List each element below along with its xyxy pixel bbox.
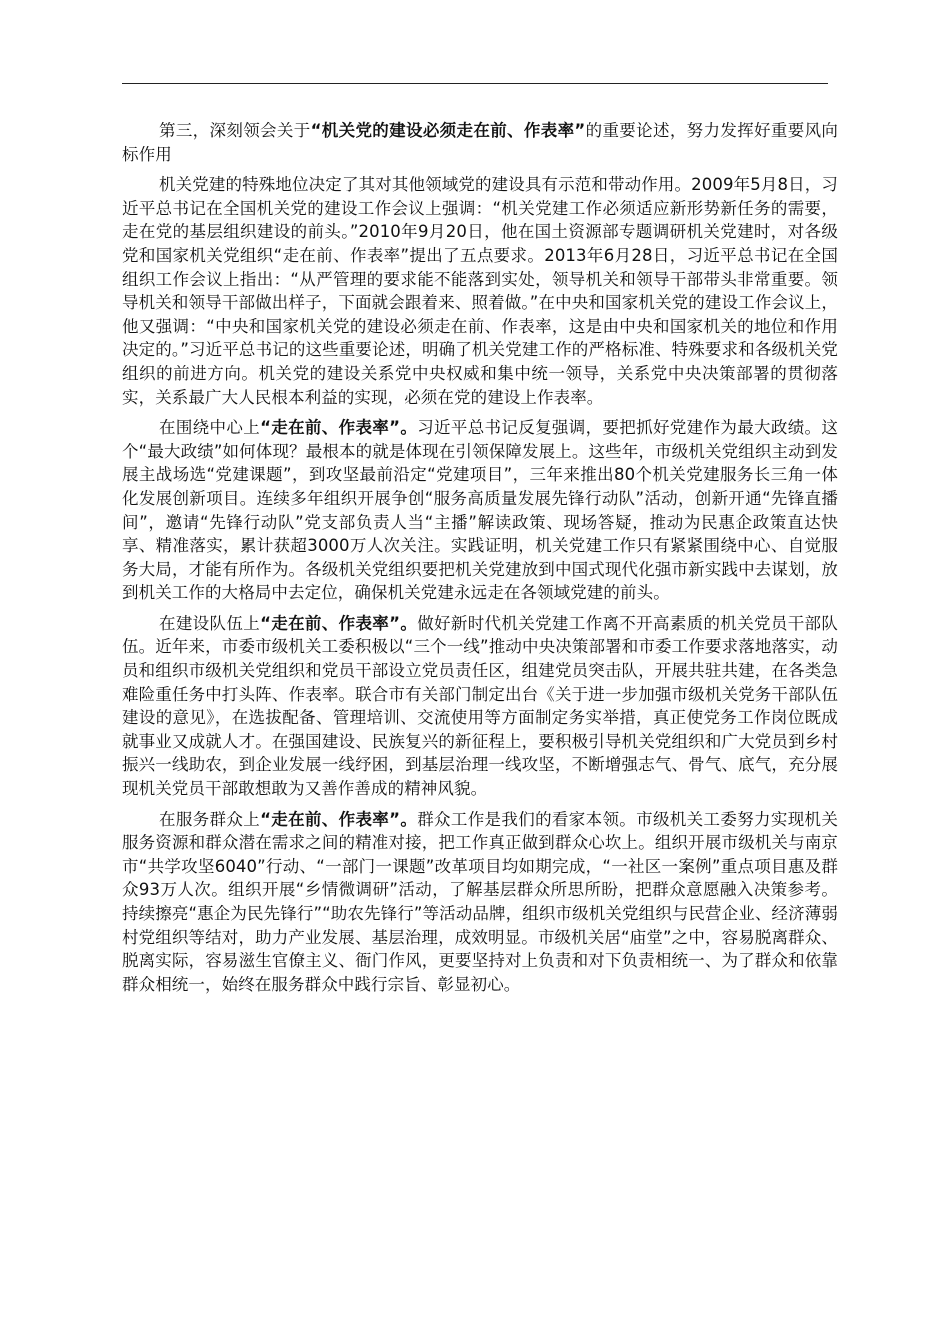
paragraph-3 — [122, 612, 838, 801]
document-body — [122, 119, 838, 996]
paragraph-text: 机关党建的特殊地位决定了其对其他领域党的建设具有示范和带动作用。2009年5月8日，习近平总书记在全国机关党的建设工作会议上强调：“机关党建工作必须适应新形势新任务的需要，走在党的基层组织建设的前头。”2010年9月20日，他在国土资源部专题调研机关党建时，对各级党和国家机关党组织“走在前、作表率”提出了五点要求。2013年6月28日，习近平总书记在全国组织工作会议上指出：“从严管理的要求能不能落到实处，领导机关和领导干部带头非常重要。领导机关和领导干部做出样子，下面就会跟着来、照着做。”在中央和国家机关党的建设工作会议上，他又强调：“中央和国家机关党的建设必须走在前、作表率，这是由中央和国家机关的地位和作用决定的。”习近平总书记的这些重要论述，明确了机关党建工作的严格标准、特殊要求和各级机关党组织的前进方向。机关党的建设关系党中央权威和集中统一领导，关系党中央决策部署的贯彻落实，关系最广大人民根本利益的实现，必须在党的建设上作表率。 — [122, 175, 838, 407]
paragraph-2 — [122, 416, 838, 605]
section-heading — [122, 119, 838, 166]
paragraph-text: 习近平总书记反复强调，要把抓好党建作为最大政绩。这个“最大政绩”如何体现？最根本的就是体现在引领保障发展上。这些年，市级机关党组织主动到发展主战场选“党建课题”，到攻坚最前沿定“党建项目”，三年来推出80个机关党建服务长三角一体化发展创新项目。连续多年组织开展争创“服务高质量发展先锋行动队”活动，创新开通“先锋直播间”，邀请“先锋行动队”党支部负责人当“主播”解读政策、现场答疑，推动为民惠企政策直达快享、精准落实，累计获超3000万人次关注。实践证明，机关党建工作只有紧紧围绕中心、自觉服务大局，才能有所作为。各级机关党组织要把机关党建放到中国式现代化强市新实践中去谋划，放到机关工作的大格局中去定位，确保机关党建永远走在各领域党建的前头。 — [122, 418, 838, 603]
paragraph-lead-quote: “走在前、作表率”。 — [260, 613, 418, 633]
paragraph-4 — [122, 808, 838, 997]
paragraph-1 — [122, 173, 838, 409]
paragraph-lead-prefix: 在建设队伍上 — [159, 613, 261, 633]
heading-suffix: 的重要论述，努力发挥好重要风向标作用 — [122, 121, 839, 164]
heading-quote: “机关党的建设必须走在前、作表率” — [310, 121, 586, 140]
paragraph-lead-prefix: 在服务群众上 — [159, 809, 261, 829]
paragraph-text: 做好新时代机关党建工作离不开高素质的机关党员干部队伍。近年来，市委市级机关工委积极以“三个一线”推动中央决策部署和市委工作要求落地落实，动员和组织市级机关党组织和党员干部设立党员责任区，组建党员突击队，开展共驻共建，在各类急难险重任务中打头阵、作表率。联合市有关部门制定出台《关于进一步加强市级机关党务干部队伍建设的意见》，在选拔配备、管理培训、交流使用等方面制定务实举措，真正使党务工作岗位既成就事业又成就人才。在强国建设、民族复兴的新征程上，要积极引导机关党组织和广大党员到乡村振兴一线助农，到企业发展一线纾困，到基层治理一线攻坚，不断增强志气、骨气、底气，充分展现机关党员干部敢想敢为又善作善成的精神风貌。 — [122, 613, 838, 799]
heading-prefix: 第三，深刻领会关于 — [159, 121, 311, 140]
paragraph-text: 群众工作是我们的看家本领。市级机关工委努力实现机关服务资源和群众潜在需求之间的精准对接，把工作真正做到群众心坎上。组织开展市级机关与南京市“共学攻坚6040”行动、“一部门一课题”改革项目均如期完成，“一社区一案例”重点项目惠及群众93万人次。组织开展“乡情微调研”活动，了解基层群众所思所盼，把群众意愿融入决策参考。持续擦亮“惠企为民先锋行”“助农先锋行”等活动品牌，组织市级机关党组织与民营企业、经济薄弱村党组织等结对，助力产业发展、基层治理，成效明显。市级机关居“庙堂”之中，容易脱离群众、脱离实际，容易滋生官僚主义、衙门作风，更要坚持对上负责和对下负责相统一、为了群众和依靠群众相统一，始终在服务群众中践行宗旨、彰显初心。 — [122, 809, 838, 994]
paragraph-lead-quote: “走在前、作表率”。 — [260, 809, 418, 829]
header-rule — [122, 83, 828, 84]
paragraph-lead-prefix: 在围绕中心上 — [159, 418, 261, 438]
paragraph-lead-quote: “走在前、作表率”。 — [260, 418, 418, 438]
